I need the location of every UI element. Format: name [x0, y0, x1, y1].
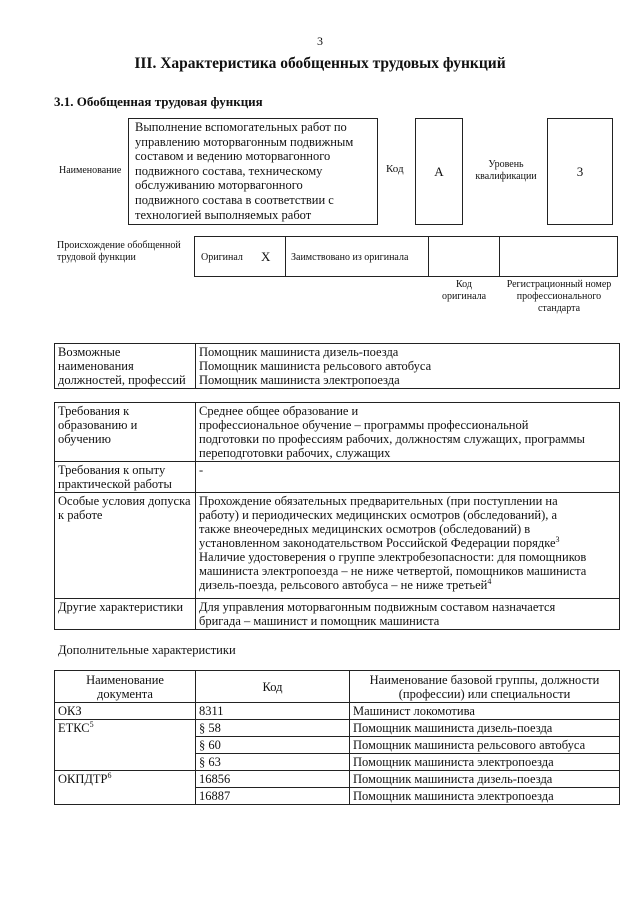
add-doc	[55, 720, 196, 771]
positions-label: Возможные наименования должностей, профессий	[55, 344, 196, 389]
add-code: § 63	[196, 754, 350, 771]
other-value	[196, 599, 620, 630]
page-number: 3	[317, 34, 323, 48]
section-title: III. Характеристика обобщенных трудовых функций	[134, 55, 506, 72]
borrowed-label: Заимствовано из оригинала	[291, 252, 409, 263]
footnote-ref: 3	[555, 534, 560, 544]
position-item: Помощник машиниста электропоезда	[199, 373, 400, 387]
add-header-name: Наименование базовой группы, должности (профессии) или специальности	[350, 671, 620, 703]
subsection-title: 3.1. Обобщенная трудовая функция	[54, 94, 263, 109]
footnote-ref: 4	[487, 576, 492, 586]
add-name: Помощник машиниста электропоезда	[350, 754, 620, 771]
function-name-line: подвижного состава в соответствии с	[135, 192, 334, 207]
function-name-line: технологией выполняемых работ	[135, 207, 312, 222]
req-line: работу) и периодических медицинских осмотров (обследований), а	[199, 508, 558, 522]
function-name-line: Выполнение вспомогательных работ по	[135, 120, 347, 134]
add-header-code: Код	[196, 671, 350, 703]
other-label: Другие характеристики	[55, 599, 196, 630]
education-label: Требования к образованию и обучению	[55, 403, 196, 462]
req-line: также внеочередных медицинских осмотров (обследований) в	[199, 522, 531, 536]
add-doc	[55, 703, 196, 720]
positions-table	[54, 343, 620, 389]
req-line-text: дизель-поезда, рельсового автобуса – не ниже третьей	[199, 578, 488, 592]
add-code: 8311	[196, 703, 350, 720]
position-item: Помощник машиниста рельсового автобуса	[199, 359, 432, 373]
add-code: 16887	[196, 788, 350, 805]
req-line	[199, 536, 616, 550]
requirements-table	[54, 402, 620, 630]
kod-value-box	[415, 118, 463, 225]
add-name: Помощник машиниста дизель-поезда	[350, 720, 620, 737]
req-line: подготовки по профессиям рабочих, должностям служащих, программы	[199, 432, 585, 446]
kod-label: Код	[386, 163, 404, 175]
kod-value: А	[434, 163, 444, 179]
req-line: Среднее общее образование и	[199, 404, 359, 418]
add-code: § 60	[196, 737, 350, 754]
original-mark: X	[261, 249, 271, 264]
kod-originala-label: Код оригинала	[441, 279, 487, 302]
function-name-line: составом и ведению моторвагонного	[135, 149, 331, 164]
add-name: Помощник машиниста рельсового автобуса	[350, 737, 620, 754]
add-doc	[55, 771, 196, 805]
req-line	[199, 578, 616, 592]
req-line: машиниста электропоезда – не ниже четвертой, помощников машиниста	[199, 564, 587, 578]
additional-title: Дополнительные характеристики	[58, 643, 236, 657]
reg-nomer-cell	[500, 237, 617, 276]
origin-label: Происхождение обобщенной трудовой функции	[57, 240, 181, 263]
add-code: § 58	[196, 720, 350, 737]
origin-box	[194, 236, 618, 277]
original-label: Оригинал	[201, 252, 243, 263]
req-line: Для управления моторвагонным подвижным составом назначается	[199, 600, 556, 614]
add-header-doc: Наименование документа	[55, 671, 196, 703]
req-line: профессиональное обучение – программы профессиональной	[199, 418, 529, 432]
uroven-value-box	[547, 118, 613, 225]
experience-label: Требования к опыту практической работы	[55, 462, 196, 493]
add-name: Машинист локомотива	[350, 703, 620, 720]
add-doc-text: ОКЗ	[58, 704, 82, 718]
position-item: Помощник машиниста дизель-поезда	[199, 345, 399, 359]
borrowed-cell	[286, 237, 429, 276]
original-cell	[195, 237, 286, 276]
positions-list	[196, 344, 620, 389]
req-line-text: установленном законодательством Российской Федерации порядке	[199, 536, 556, 550]
uroven-label: Уровень квалификации	[475, 159, 537, 182]
additional-table	[54, 670, 620, 805]
education-value	[196, 403, 620, 462]
uroven-value: 3	[576, 163, 584, 179]
req-line: Наличие удостоверения о группе электробезопасности: для помощников	[199, 550, 587, 564]
admission-label: Особые условия допуска к работе	[55, 493, 196, 599]
naimenovanie-label: Наименование	[59, 165, 122, 176]
experience-value	[196, 462, 620, 493]
function-name-line: обслуживанию моторвагонного	[135, 178, 303, 193]
add-code: 16856	[196, 771, 350, 788]
add-name: Помощник машиниста дизель-поезда	[350, 771, 620, 788]
req-line: -	[199, 463, 204, 477]
add-name: Помощник машиниста электропоезда	[350, 788, 620, 805]
req-line: бригада – машинист и помощник машиниста	[199, 614, 440, 628]
kod-originala-cell	[429, 237, 500, 276]
reg-nomer-label: Регистрационный номер профессионального стандарта	[506, 279, 612, 314]
function-name-line: управлению моторвагонным подвижным	[135, 134, 354, 149]
add-doc-text: ЕТКС	[58, 721, 90, 735]
footnote-ref: 6	[107, 770, 112, 780]
add-doc-text: ОКПДТР	[58, 772, 108, 786]
admission-value	[196, 493, 620, 599]
function-name-box	[128, 118, 378, 225]
req-line: переподготовки рабочих, служащих	[199, 446, 391, 460]
req-line: Прохождение обязательных предварительных (при поступлении на	[199, 494, 558, 508]
function-name-line: подвижного состава, техническому	[135, 163, 323, 178]
footnote-ref: 5	[89, 719, 94, 729]
